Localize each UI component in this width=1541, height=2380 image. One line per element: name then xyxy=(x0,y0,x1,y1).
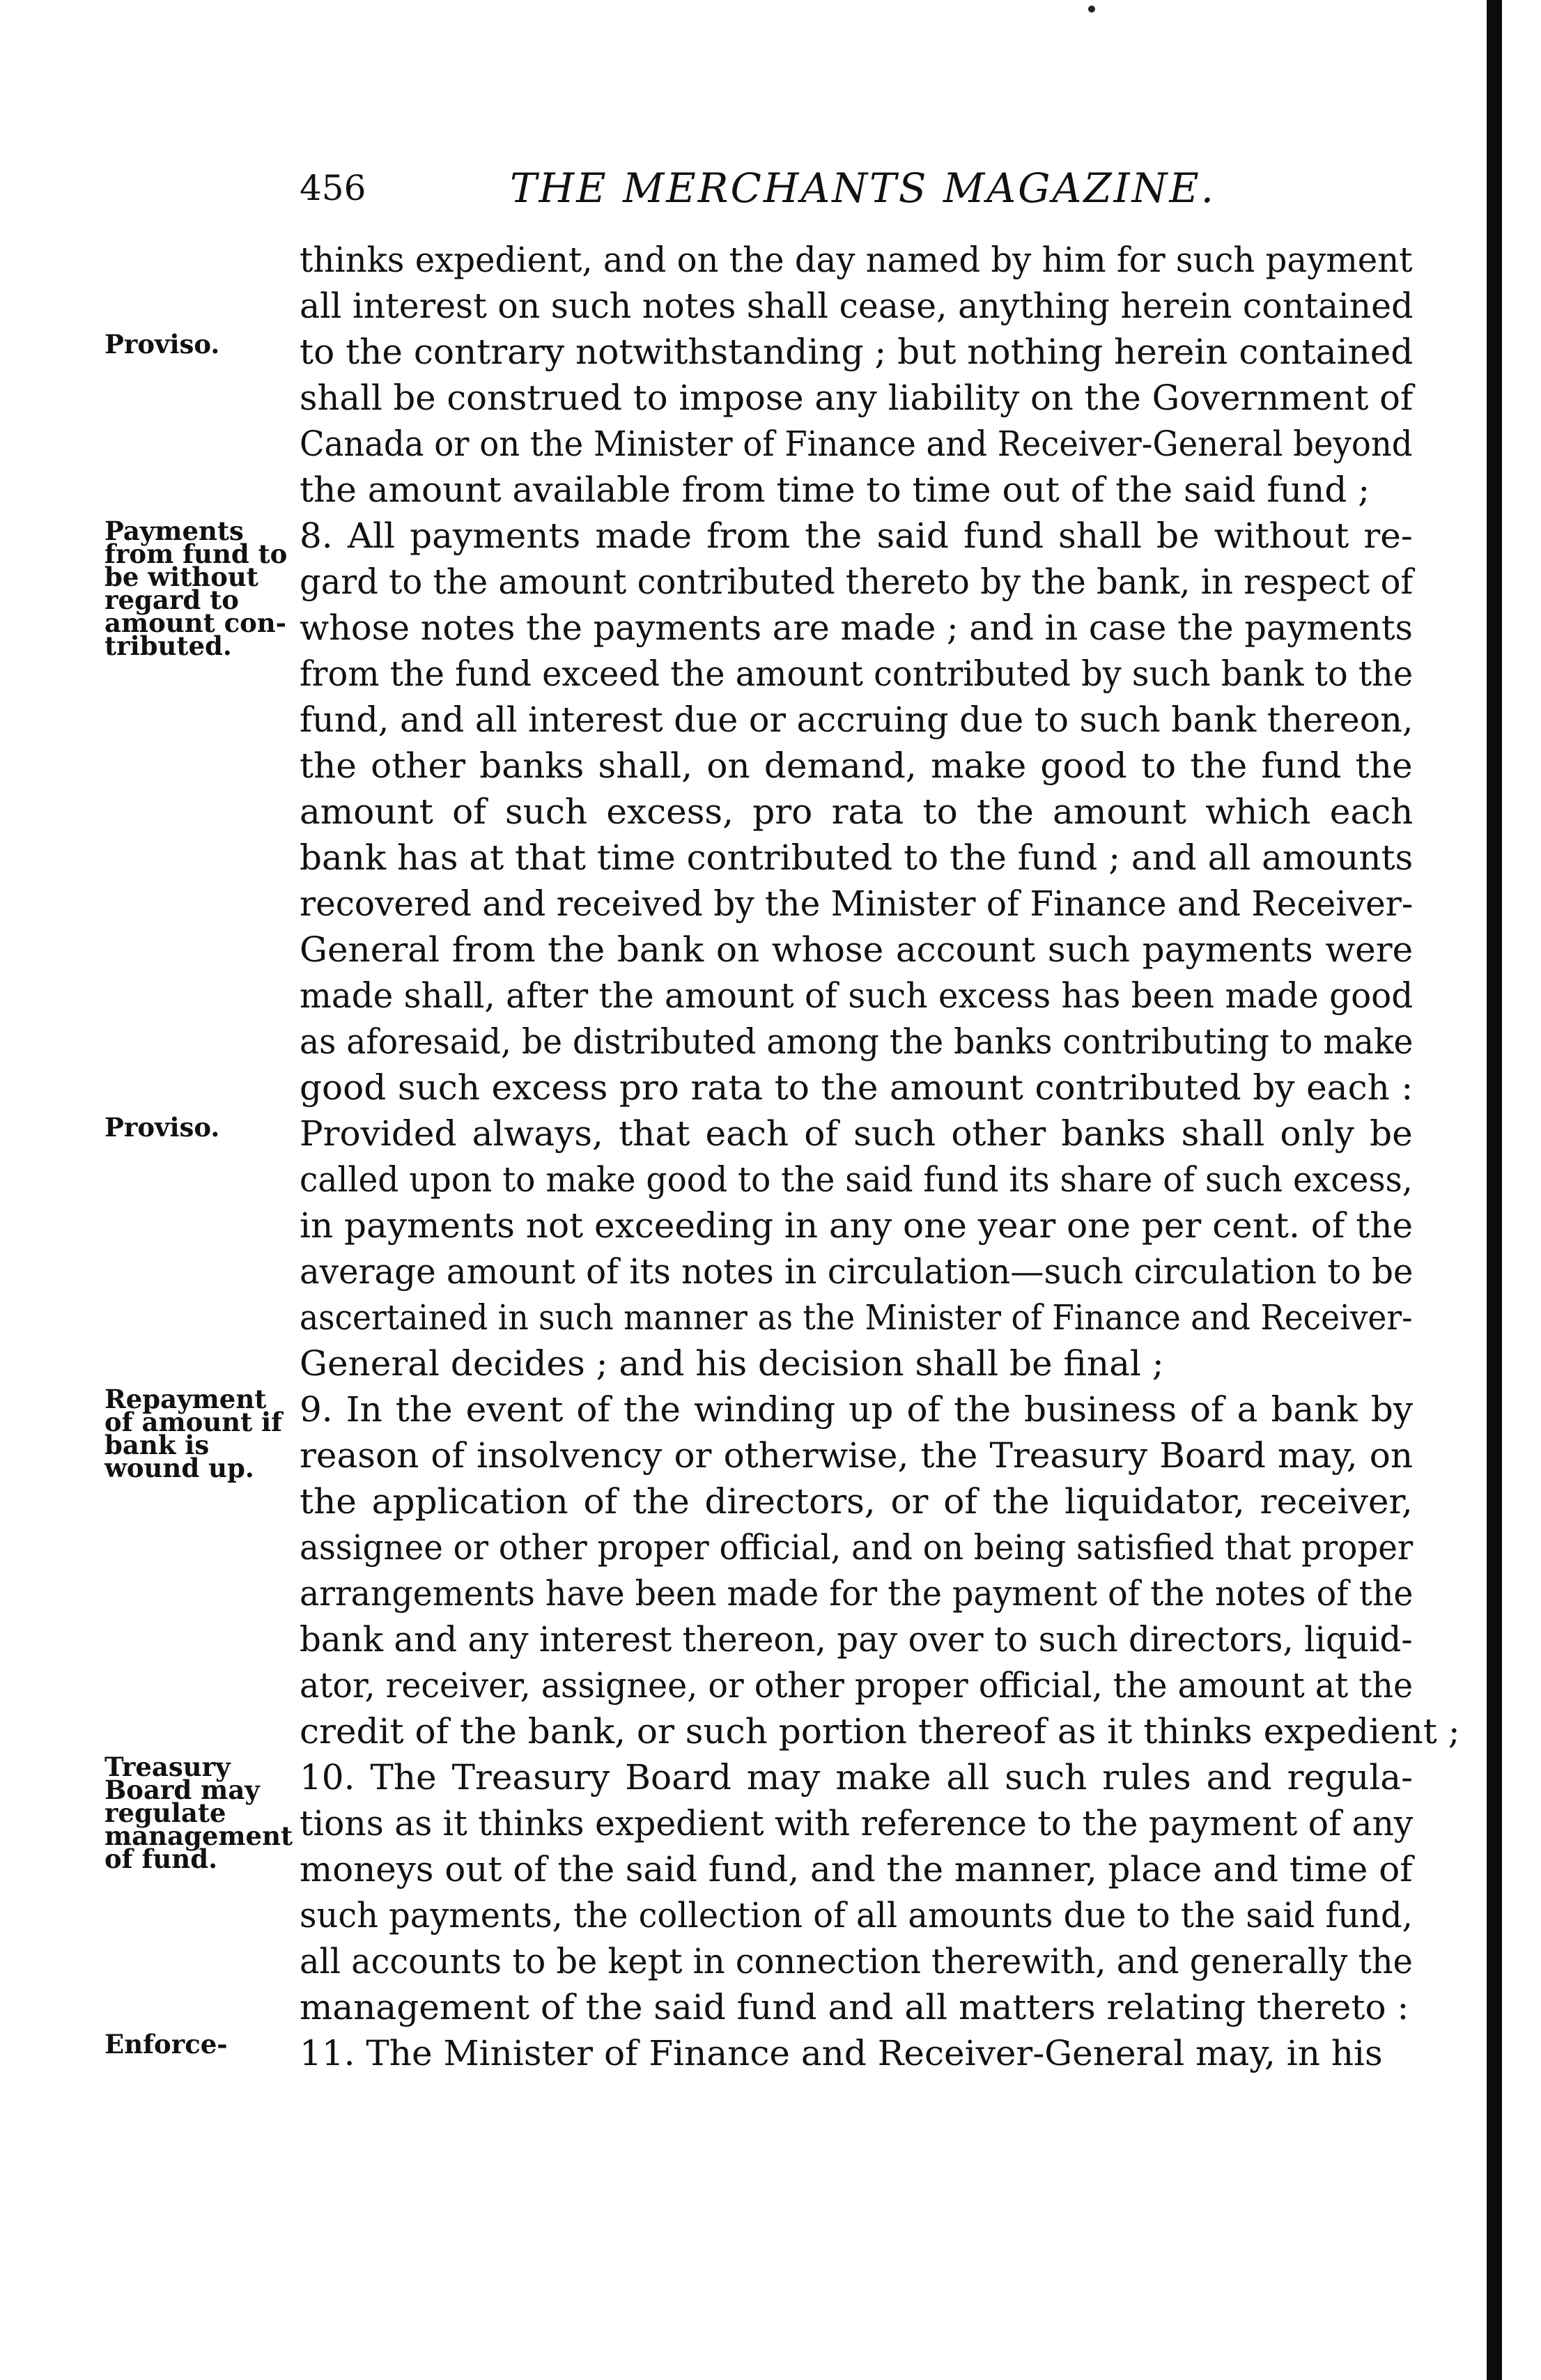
page-header xyxy=(0,157,1541,219)
text-line: thinks expedient, and on the day named by him for such payment xyxy=(300,240,1413,280)
text-line: shall be construed to impose any liability on the Government of xyxy=(300,378,1414,418)
text-line: in payments not exceeding in any one year one per cent. of the xyxy=(300,1205,1414,1246)
text-line: to the contrary notwithstanding ; but nothing herein contained xyxy=(300,332,1414,372)
margin-note: Payments from fund to be without regard to amount con- tributed. xyxy=(104,516,288,661)
text-line: Provided always, that each of such other banks shall only be xyxy=(300,1113,1413,1154)
text-line: 9. In the event of the winding up of the business of a bank by xyxy=(300,1389,1414,1430)
text-line: amount of such excess, pro rata to the amount which each xyxy=(300,791,1414,832)
text-line: 11. The Minister of Finance and Receiver-General may, in his xyxy=(300,2033,1383,2073)
text-line: credit of the bank, or such portion thereof as it thinks expedient ; xyxy=(300,1711,1460,1752)
text-line: all accounts to be kept in connection therewith, and generally the xyxy=(300,1941,1413,1981)
text-line: the other banks shall, on demand, make good to the fund the xyxy=(300,745,1413,786)
text-line: tions as it thinks expedient with reference to the payment of any xyxy=(300,1803,1414,1844)
text-line: management of the said fund and all matters relating thereto : xyxy=(300,1987,1409,2027)
text-line: made shall, after the amount of such excess has been made good xyxy=(300,975,1414,1016)
margin-note: Repayment of amount if bank is wound up. xyxy=(104,1384,283,1483)
text-line: such payments, the collection of all amounts due to the said fund, xyxy=(300,1895,1413,1935)
text-line: reason of insolvency or otherwise, the Treasury Board may, on xyxy=(300,1435,1414,1476)
page-number: 456 xyxy=(300,168,366,208)
text-line: assignee or other proper official, and on being satisfied that proper xyxy=(300,1527,1414,1568)
margin-note: Proviso. xyxy=(104,1112,220,1143)
text-line: from the fund exceed the amount contributed by such bank to the xyxy=(300,654,1414,694)
text-line: fund, and all interest due or accruing due to such bank thereon, xyxy=(300,700,1414,740)
text-line: all interest on such notes shall cease, anything herein contained xyxy=(300,286,1414,326)
text-line: ator, receiver, assignee, or other proper official, the amount at the xyxy=(300,1665,1414,1706)
page-edge-shadow xyxy=(1487,0,1502,2380)
text-line: 8. All payments made from the said fund shall be without re- xyxy=(300,516,1413,556)
text-line: called upon to make good to the said fund its share of such excess, xyxy=(300,1159,1413,1200)
text-line: arrangements have been made for the payment of the notes of the xyxy=(300,1573,1414,1614)
text-line: General decides ; and his decision shall be final ; xyxy=(300,1343,1164,1384)
margin-note: Proviso. xyxy=(104,329,220,360)
text-line: the application of the directors, or of the liquidator, receiver, xyxy=(300,1481,1413,1522)
text-line: as aforesaid, be distributed among the banks contributing to make xyxy=(300,1021,1414,1062)
text-line: good such excess pro rata to the amount contributed by each : xyxy=(300,1067,1414,1108)
text-line: whose notes the payments are made ; and in case the payments xyxy=(300,608,1413,648)
text-line: Canada or on the Minister of Finance and Receiver-General beyond xyxy=(300,424,1413,464)
text-line: ascertained in such manner as the Minister of Finance and Receiver- xyxy=(300,1297,1413,1338)
page-edge-mark xyxy=(1088,6,1095,13)
text-line: 10. The Treasury Board may make all such rules and regula- xyxy=(300,1757,1414,1798)
margin-note: Treasury Board may regulate management of fund. xyxy=(104,1752,293,1874)
text-line: gard to the amount contributed thereto by the bank, in respect of xyxy=(300,562,1414,602)
running-title: THE MERCHANTS MAGAZINE. xyxy=(510,164,1216,212)
text-line: average amount of its notes in circulation—such circulation to be xyxy=(300,1251,1414,1292)
margin-note: Enforce- xyxy=(104,2029,228,2060)
text-line: bank has at that time contributed to the fund ; and all amounts xyxy=(300,837,1414,878)
text-line: bank and any interest thereon, pay over to such directors, liquid- xyxy=(300,1619,1413,1660)
text-line: General from the bank on whose account such payments were xyxy=(300,929,1414,970)
text-line: moneys out of the said fund, and the manner, place and time of xyxy=(300,1849,1413,1890)
text-line: recovered and received by the Minister of Finance and Receiver- xyxy=(300,883,1414,924)
text-line: the amount available from time to time out of the said fund ; xyxy=(300,470,1370,510)
